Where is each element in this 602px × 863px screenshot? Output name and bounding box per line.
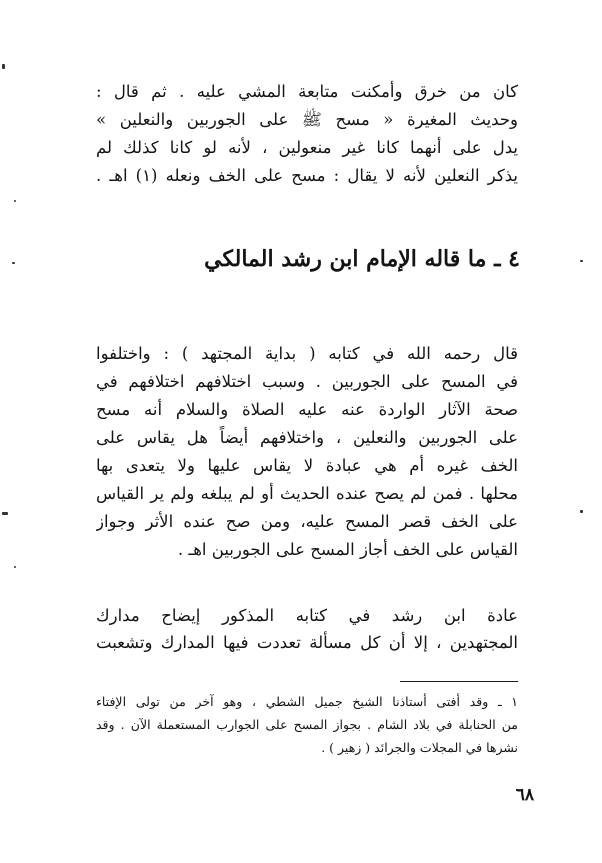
footnote-line: من الحنابلة في بلاد الشام . بجواز المسح على الجوارب المستعملة الآن . وقد <box>96 717 518 732</box>
text-line: في المسح على الجوربين . وسبب اختلافهم اختلافهم في <box>96 372 518 391</box>
paragraph-top <box>96 78 518 190</box>
footnote-line: نشرها في المجلات والجرائد ( زهير ) . <box>321 740 518 755</box>
text-line: الخف غيره أم هي عبادة لا يقاس عليها ولا يتعدى بها <box>96 456 518 475</box>
footnote <box>96 690 518 759</box>
text-line: كان من خرق وأمكنت متابعة المشي عليه . ثم قال : <box>96 82 518 101</box>
scan-speck <box>14 566 16 568</box>
text-line: يدل على أنهما كانا غير منعولين ، لأنه لو كانا كذلك لم <box>96 138 518 157</box>
text-line: قال رحمه الله في كتابه ( بداية المجتهد ) : واختلفوا <box>96 344 518 363</box>
text-line: على الخف قصر المسح عليه، ومن صح عنده الأثر وجواز <box>96 512 518 531</box>
paragraph-middle <box>96 340 518 564</box>
footnote-divider <box>400 681 518 682</box>
paragraph-bottom <box>96 602 518 656</box>
text-line: محلها . فمن لم يصح عنده الحديث أو لم يبلغه ولم ير القياس <box>96 484 518 503</box>
scan-speck <box>580 260 583 262</box>
scan-speck <box>14 200 16 202</box>
scan-speck <box>580 510 583 513</box>
scan-speck <box>2 64 5 69</box>
section-heading: ٤ ـ ما قاله الإمام ابن رشد المالكي <box>204 246 520 272</box>
text-line: القياس على الخف أجاز المسح على الجوربين اهـ . <box>177 540 518 559</box>
page-number: ٦٨ <box>515 785 534 805</box>
text-line: صحة الآثار الواردة عنه عليه الصلاة والسلام أنه مسح <box>96 400 518 419</box>
scan-speck <box>2 512 8 515</box>
text-line: المجتهدين ، إلا أن كل مسألة تعددت فيها المدارك وتشعبت <box>96 633 518 652</box>
scan-speck <box>12 262 15 264</box>
text-line: يذكر النعلين لأنه لا يقال : مسح على الخف ونعله (١) اهـ . <box>96 166 518 185</box>
text-line: وحديث المغيرة « مسح ﷺ على الجوربين والنعلين » <box>96 110 518 129</box>
text-line: على الجوربين والنعلين ، واختلافهم أيضاً هل يقاس على <box>96 428 518 447</box>
text-line: عادة ابن رشد في كتابه المذكور إيضاح مدارك <box>96 606 518 625</box>
footnote-line: ١ ـ وقد أفتى أستاذنا الشيخ جميل الشطي ، وهو آخر من تولى الإفتاء <box>96 694 518 709</box>
